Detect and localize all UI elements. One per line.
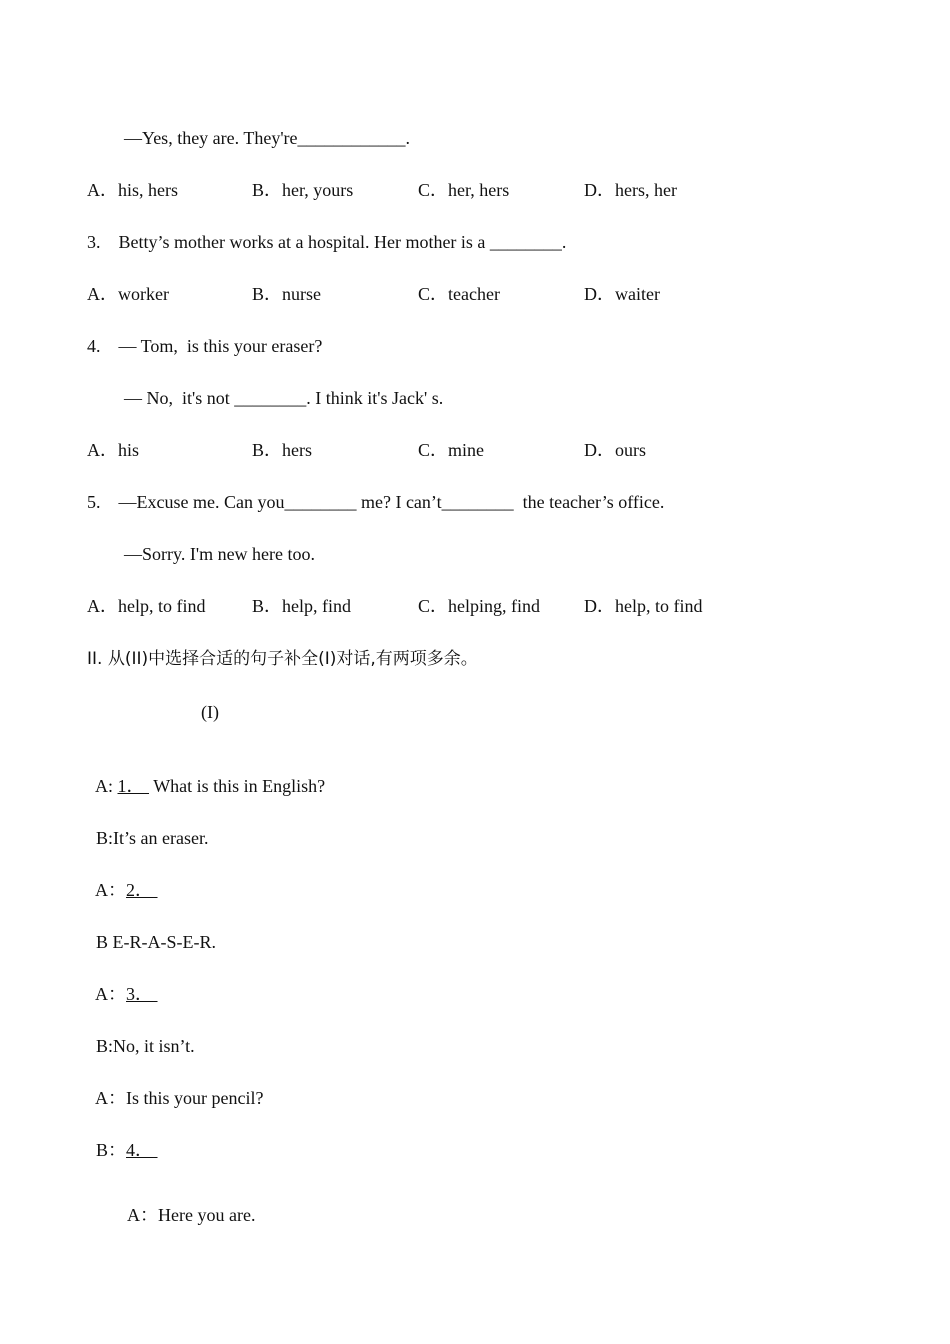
dialog-text: B:No, it isn’t. [96,1036,195,1056]
q3-option-d: D．waiter [584,284,660,304]
dialog-line-7 [87,1065,264,1108]
q2-option-d: D．hers, her [584,180,677,200]
dialog-text: A：Here you are. [127,1205,256,1225]
q4-option-b: B．hers [252,440,312,460]
q5-option-b: B．help, find [252,596,351,616]
dialog-line-8 [87,1117,158,1160]
q3-option-c: C．teacher [418,284,500,304]
q4-question: 4. — Tom, is this your eraser? [87,336,323,356]
dialog-line-3 [87,857,158,900]
q2-option-c: C．her, hers [418,180,510,200]
q2-option-a: A．his, hers [87,180,178,200]
dialog-line-6 [87,1013,195,1056]
q5-option-c: C．helping, find [418,596,540,616]
dialog-speaker: A： [95,880,127,900]
dialog-text: B E-R-A-S-E-R. [96,932,216,952]
q4-option-c: C．mine [418,440,484,460]
dialog-speaker: A： [95,984,127,1004]
dialog-line-1 [87,753,326,796]
dialog-text: B:It’s an eraser. [96,828,209,848]
q5-option-d: D．help, to find [584,596,703,616]
dialog-line-2 [87,805,209,848]
q4-option-d: D．ours [584,440,646,460]
q2-option-b: B．her, yours [252,180,354,200]
dialog-blank: 3． [126,984,154,1004]
dialog-line-4 [87,909,216,952]
section2-part-label: (I) [201,702,219,722]
dialog-text: A：Is this your pencil? [95,1088,264,1108]
q4-option-a: A．his [87,440,140,460]
q3-option-b: B．nurse [252,284,321,304]
dialog-blank: 2． [126,880,154,900]
dialog-line-5 [87,961,158,1004]
q5-option-a: A．help, to find [87,596,206,616]
dialog-text: What is this in English? [149,776,326,796]
dialog-line-9 [119,1182,256,1225]
q2-answer-line: —Yes, they are. They're____________. [124,128,411,148]
q5-question: 5. —Excuse me. Can you________ me? I can’t________ the teacher’s office. [87,492,665,512]
dialog-blank: 1． [117,776,145,796]
dialog-speaker: B： [96,1140,127,1160]
q5-answer-line: —Sorry. I'm new here too. [124,544,316,564]
q3-question: 3. Betty’s mother works at a hospital. Her mother is a ________. [87,232,567,252]
blank-padding [153,880,158,900]
blank-padding [153,984,158,1004]
section2-heading: II. 从(II)中选择合适的句子补全(I)对话,有两项多余。 [87,649,478,669]
q4-answer-line: — No, it's not ________. I think it's Jack' s. [124,388,444,408]
dialog-speaker: A: [95,776,118,796]
blank-padding [153,1140,158,1160]
q3-option-a: A．worker [87,284,169,304]
dialog-blank: 4． [126,1140,154,1160]
